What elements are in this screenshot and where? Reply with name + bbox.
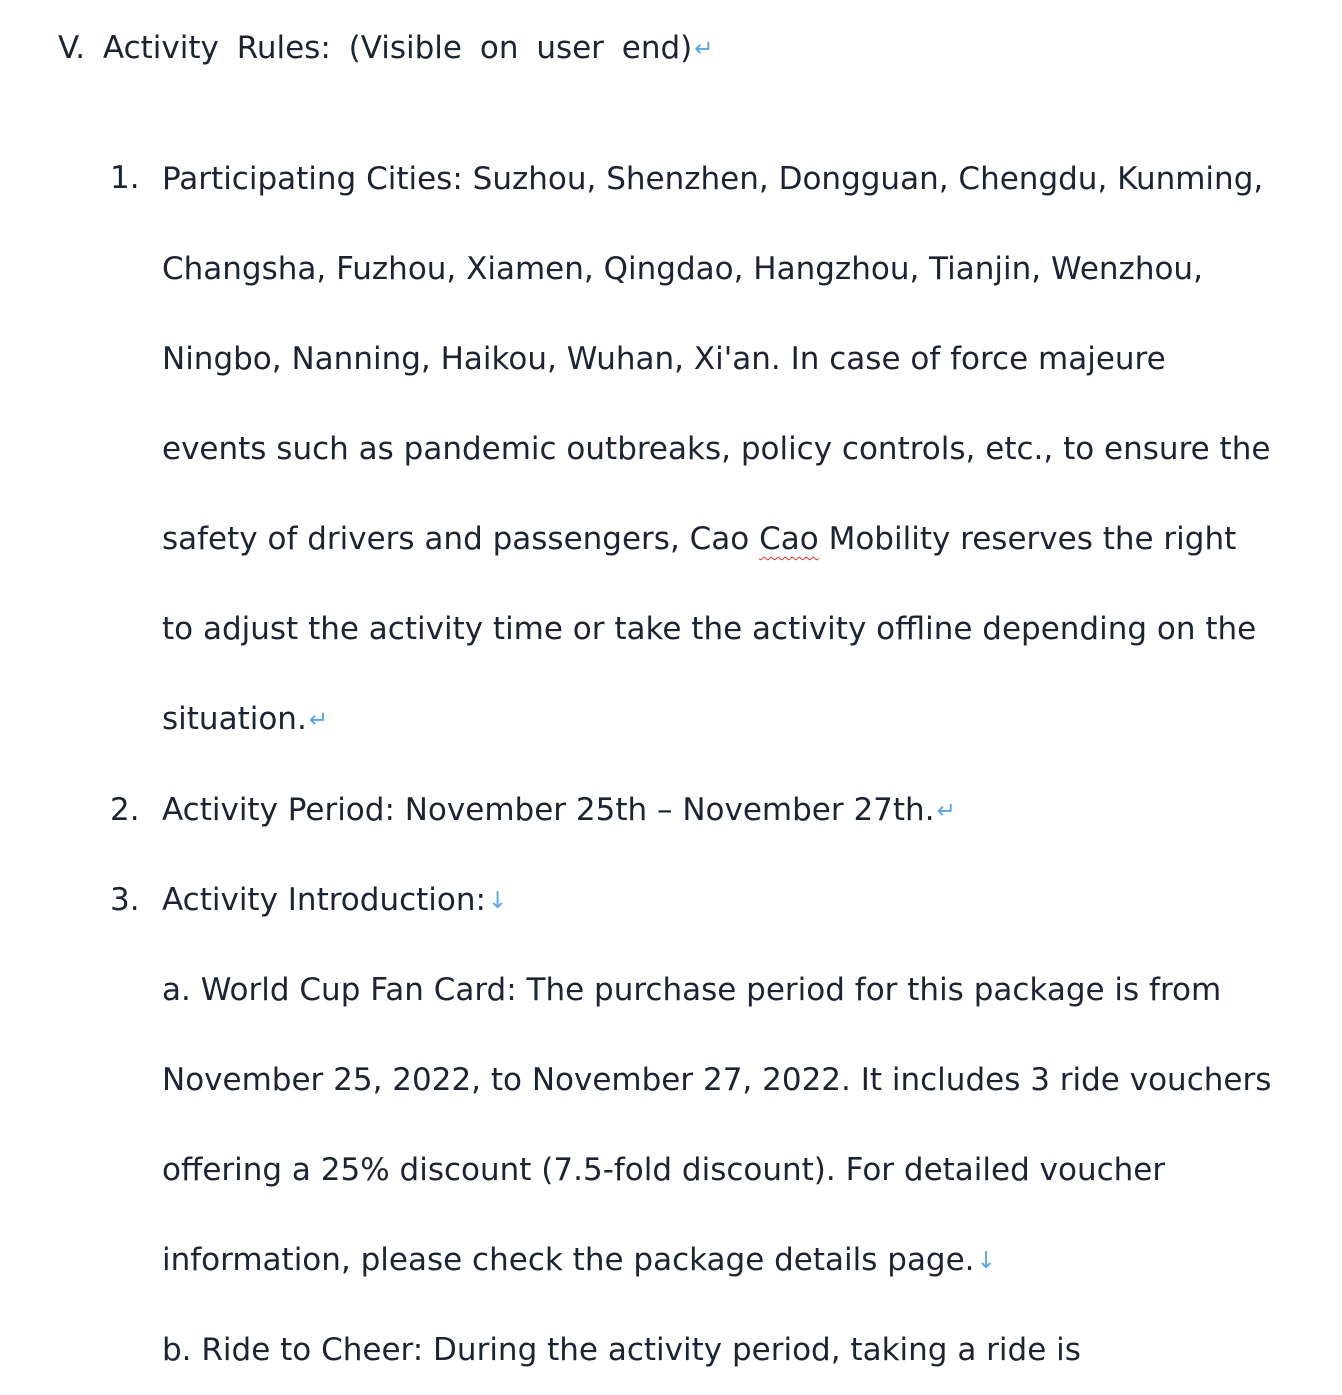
- list-marker-1: 1.: [110, 160, 140, 196]
- list-marker-3: 3.: [110, 882, 140, 918]
- activity-period-text: Activity Period: November 25th – November 27th.: [162, 792, 935, 828]
- ride-to-cheer-text: b. Ride to Cheer: During the activity period, taking a ride is: [162, 1332, 1081, 1368]
- spellcheck-flagged-word[interactable]: Cao: [759, 521, 819, 557]
- participating-cities-text-end: Mobility reserves the right to adjust the activity time or take the activity offline depending on the situation.: [162, 521, 1257, 737]
- fan-card-text: a. World Cup Fan Card: The purchase period for this package is from November 25, 2022, to November 27, 2022. It includes 3 ride vouchers offering a 25% discount (7.5-fold discount). For detailed voucher information, please check the package details page.: [162, 972, 1272, 1278]
- participating-cities-text-start: Participating Cities: Suzhou, Shenzhen, Dongguan, Chengdu, Kunming, Changsha, Fuzhou, Xiamen, Qingdao, Hangzhou, Tianjin, Wenzhou, Ningbo, Nanning, Haikou, Wuhan, Xi'an. In case of force majeure events such as pandemic outbreaks, policy controls, etc., to ensure the safety of drivers and passengers, Cao: [162, 161, 1271, 557]
- list-item-participating-cities: [162, 134, 1272, 765]
- line-break-mark-icon: ↓: [976, 1248, 996, 1274]
- paragraph-mark-icon: ↵: [694, 36, 714, 62]
- list-item-activity-introduction: [162, 855, 1272, 946]
- paragraph-mark-icon: ↵: [308, 707, 329, 733]
- sub-item-ride-to-cheer: [162, 1305, 1272, 1395]
- list-marker-2: 2.: [110, 792, 140, 828]
- line-break-mark-icon: ↓: [487, 888, 508, 914]
- section-heading: [58, 26, 714, 71]
- sub-item-world-cup-fan-card: [162, 945, 1272, 1306]
- paragraph-mark-icon: ↵: [936, 798, 956, 824]
- list-item-activity-period: [162, 765, 1272, 856]
- section-heading-text: V. Activity Rules: (Visible on user end): [58, 30, 693, 66]
- activity-introduction-text: Activity Introduction:: [162, 882, 486, 918]
